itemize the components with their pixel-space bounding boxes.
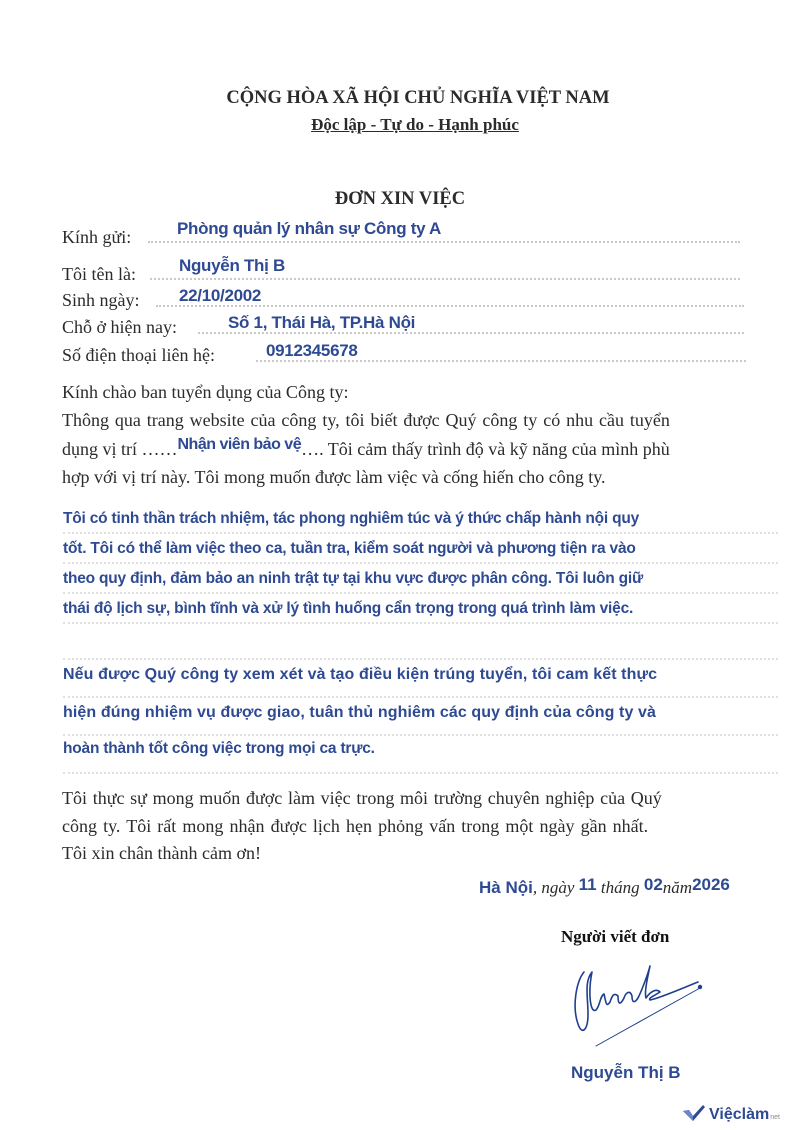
closing-line-1: Tôi thực sự mong muốn được làm việc trong môi trường chuyên nghiệp của Quý [62,788,662,808]
year-label: năm [662,878,693,897]
signature-icon [570,952,720,1047]
commitment-line: hoàn thành tốt công việc trong mọi ca trực. [63,740,375,757]
field-label: Kính gửi: [62,227,132,247]
motto-heading: Độc lập - Tự do - Hạnh phúc [311,115,519,134]
intro-prefix: dụng vị trí …… [62,439,178,459]
dotted-line [63,532,778,534]
signer-label: Người viết đơn [561,927,670,946]
dotted-line [63,658,778,660]
qualifications-line: theo quy định, đảm bảo an ninh trật tự tại khu vực được phân công. Tôi luôn giữ [63,570,644,587]
month-label: tháng [600,878,640,897]
qualifications-line: tốt. Tôi có thể làm việc theo ca, tuần tra, kiểm soát người và phương tiện ra vào [63,540,636,557]
commitment-line: Nếu được Quý công ty xem xét và tạo điều kiện trúng tuyển, tôi cam kết thực [63,666,658,683]
logo-suffix: net [770,1114,780,1121]
intro-line-1: Thông qua trang website của công ty, tôi biết được Quý công ty có nhu cầu tuyển [62,410,670,430]
field-label: Sinh ngày: [62,290,140,310]
intro-line-2 [62,436,670,460]
closing-line-3: Tôi xin chân thành cảm ơn! [62,843,261,863]
year-value[interactable]: 2026 [692,875,730,894]
day-value[interactable]: 11 [578,875,597,894]
commitment-line: hiện đúng nhiệm vụ được giao, tuân thủ nghiêm các quy định của công ty và [63,704,656,721]
field-value[interactable]: Số 1, Thái Hà, TP.Hà Nội [228,313,416,332]
commitment-paragraph[interactable] [63,658,778,788]
qualifications-line: Tôi có tinh thần trách nhiệm, tác phong nghiêm túc và ý thức chấp hành nội quy [63,510,640,527]
month-value[interactable]: 02 [643,875,663,894]
field-label: Số điện thoại liên hệ: [62,345,215,365]
nation-heading: CỘNG HÒA XÃ HỘI CHỦ NGHĨA VIỆT NAM [226,88,610,108]
day-label: , ngày [532,878,575,897]
intro-suffix: …. Tôi cảm thấy trình độ và kỹ năng của mình phù [301,439,670,459]
field-value[interactable]: 22/10/2002 [179,286,262,305]
field-value[interactable]: 0912345678 [266,341,358,360]
closing-line-2: công ty. Tôi rất mong nhận được lịch hẹn phỏng vấn trong một ngày gần nhất. [62,816,649,836]
place-value[interactable]: Hà Nội [479,878,533,897]
greeting-text: Kính chào ban tuyển dụng của Công ty: [62,382,349,402]
signer-name: Nguyễn Thị B [571,1063,681,1082]
dotted-line [150,278,740,280]
date-line [479,875,730,898]
logo-brand: Việclàm [709,1106,770,1123]
dotted-line [63,696,778,698]
qualifications-line: thái độ lịch sự, bình tĩnh và xử lý tình huống cẩn trọng trong quá trình làm việc. [63,600,634,617]
checkmark-logo-icon [683,1105,705,1121]
dotted-line [63,734,778,736]
dotted-line [148,241,740,243]
dotted-line [63,592,778,594]
qualifications-paragraph[interactable] [63,510,778,640]
dotted-line [63,622,778,624]
dotted-line [63,772,778,774]
document-title: ĐƠN XIN VIỆC [334,189,466,209]
field-value[interactable]: Phòng quản lý nhân sự Công ty A [177,219,441,238]
vieclam-logo[interactable] [683,1103,780,1124]
dotted-line [63,562,778,564]
field-value[interactable]: Nguyễn Thị B [179,256,285,275]
field-label: Chỗ ở hiện nay: [62,317,178,337]
intro-line-3: hợp với vị trí này. Tôi mong muốn được làm việc và cống hiến cho công ty. [62,467,606,487]
position-value[interactable]: Nhận viên bảo vệ [177,436,302,453]
field-label: Tôi tên là: [62,264,136,284]
